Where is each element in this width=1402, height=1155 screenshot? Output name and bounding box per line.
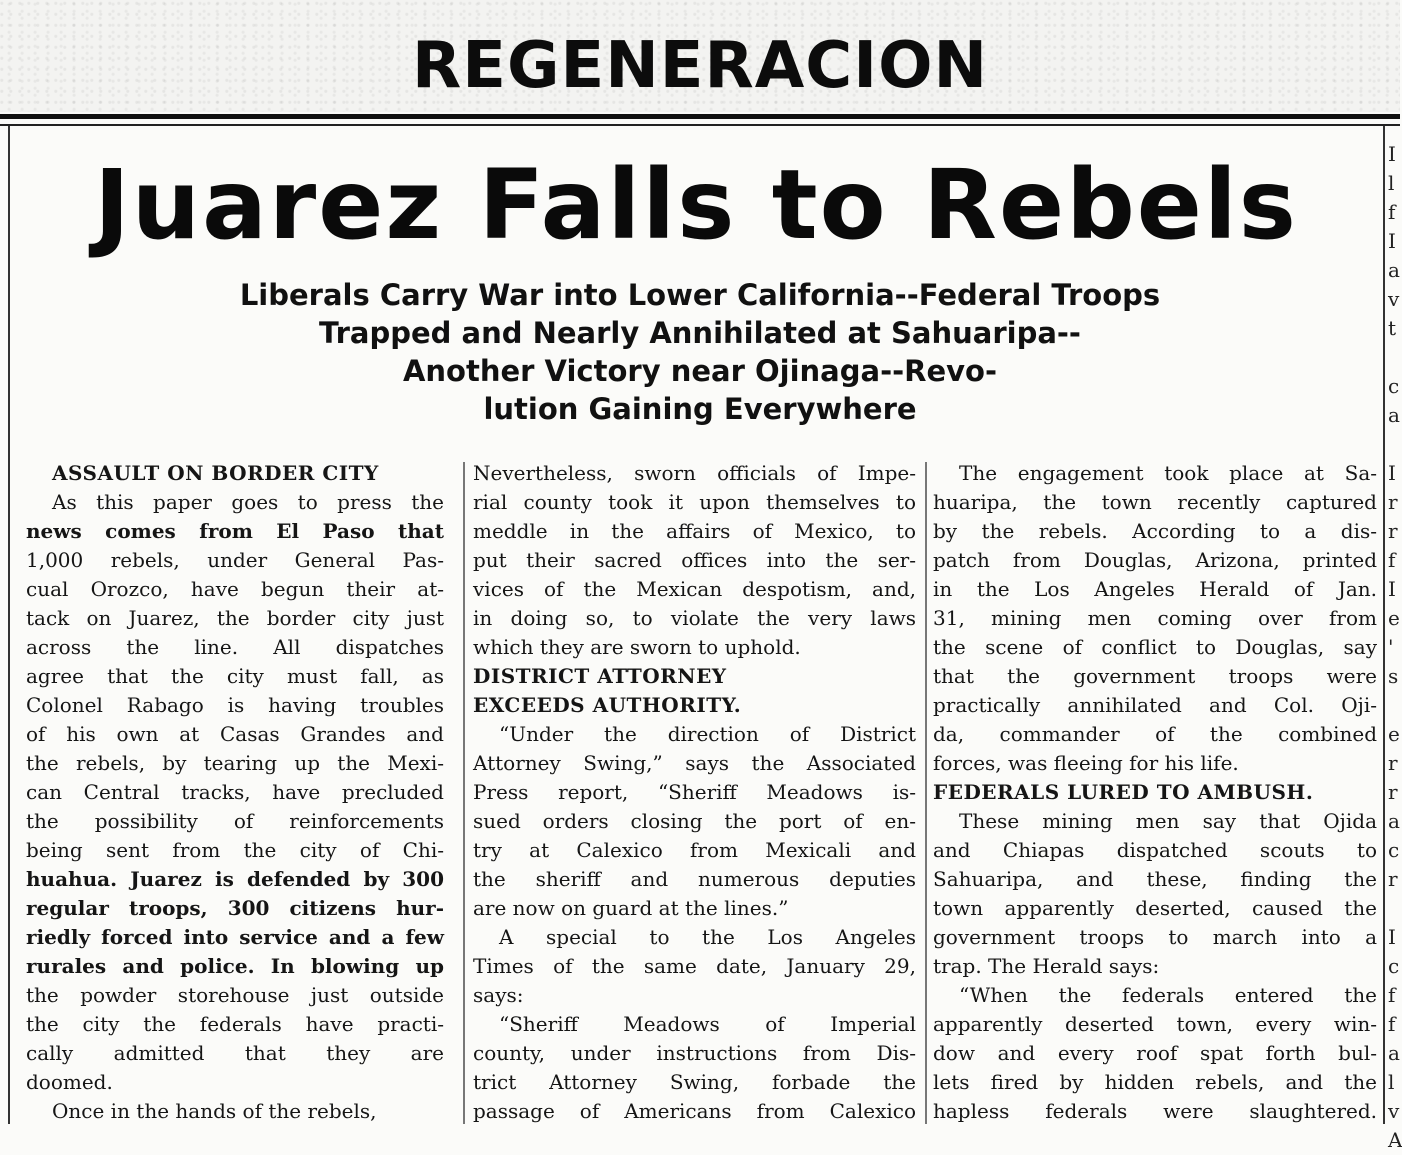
article-column-1 <box>26 459 444 1124</box>
article-line: Once in the hands of the rebels, <box>52 1099 377 1123</box>
edge-letter: r <box>1388 867 1398 891</box>
article-line: EXCEEDS AUTHORITY. <box>473 693 742 717</box>
article-line: Sahuaripa, and these, finding the <box>933 867 1377 891</box>
article-line: ASSAULT ON BORDER CITY <box>52 461 379 485</box>
edge-letter: I <box>1388 229 1396 253</box>
edge-letter: v <box>1388 287 1400 311</box>
article-line: in the Los Angeles Herald of Jan. <box>933 577 1377 601</box>
article-column-2 <box>473 459 916 1124</box>
article-line: “When the federals entered the <box>959 983 1377 1007</box>
adjacent-column-edge <box>1388 140 1402 1152</box>
article-line: Colonel Rabago is having troubles <box>26 693 444 717</box>
edge-letter <box>1388 691 1400 720</box>
article-line: da, commander of the combined <box>933 722 1377 746</box>
article-line: cally admitted that they are <box>26 1041 444 1065</box>
article-line: says: <box>473 983 524 1007</box>
article-line: news comes from El Paso that <box>26 519 444 543</box>
edge-letter: v <box>1388 1099 1400 1123</box>
article-line: 1,000 rebels, under General Pas- <box>26 548 444 572</box>
article-line: can Central tracks, have precluded <box>26 780 444 804</box>
article-line: are now on guard at the lines.” <box>473 896 789 920</box>
article-line: practically annihilated and Col. Oji- <box>933 693 1377 717</box>
edge-letter <box>1388 430 1400 459</box>
edge-letter: c <box>1388 374 1400 398</box>
edge-letter: f <box>1388 548 1396 572</box>
edge-letter: I <box>1388 577 1396 601</box>
edge-letter: r <box>1388 490 1398 514</box>
frame-right-border <box>1383 126 1385 1124</box>
edge-letter: e <box>1388 606 1400 630</box>
article-line: Times of the same date, January 29, <box>473 954 916 978</box>
edge-letter: c <box>1388 838 1400 862</box>
article-line: forces, was fleeing for his life. <box>933 751 1239 775</box>
masthead-title: REGENERACION <box>411 29 989 103</box>
article-line: vices of the Mexican despotism, and, <box>473 577 916 601</box>
headline: Juarez Falls to Rebels <box>94 149 1298 261</box>
edge-letter: s <box>1388 664 1399 688</box>
edge-letter: I <box>1388 142 1396 166</box>
article-line: A special to the Los Angeles <box>499 925 916 949</box>
subdeck-line: Trapped and Nearly Annihilated at Sahuaripa-- <box>319 316 1081 350</box>
article-line: apparently deserted town, every win- <box>933 1012 1377 1036</box>
edge-letter: ' <box>1388 635 1394 659</box>
edge-letter: a <box>1388 403 1400 427</box>
article-line: and Chiapas dispatched scouts to <box>933 838 1377 862</box>
article-line: DISTRICT ATTORNEY <box>473 664 727 688</box>
edge-letter: e <box>1388 722 1400 746</box>
article-line: rial county took it upon themselves to <box>473 490 916 514</box>
article-line: hapless federals were slaughtered. <box>933 1099 1377 1123</box>
article-line: across the line. All dispatches <box>26 635 444 659</box>
edge-letter: A <box>1388 1128 1402 1152</box>
edge-letter: a <box>1388 809 1400 833</box>
edge-letter: I <box>1388 925 1396 949</box>
article-line: FEDERALS LURED TO AMBUSH. <box>933 780 1314 804</box>
article-line: patch from Douglas, Arizona, printed <box>933 548 1377 572</box>
edge-letter: r <box>1388 519 1398 543</box>
frame-left-border <box>8 126 10 1124</box>
article-line: try at Calexico from Mexicali and <box>473 838 916 862</box>
column-divider <box>925 462 927 1124</box>
subdeck-line: Another Victory near Ojinaga--Revo- <box>402 354 998 388</box>
article-line: the scene of conflict to Douglas, say <box>933 635 1377 659</box>
article-line: government troops to march into a <box>933 925 1377 949</box>
article-line: “Sheriff Meadows of Imperial <box>499 1012 916 1036</box>
article-line: put their sacred offices into the ser- <box>473 548 916 572</box>
edge-letter: l <box>1388 171 1395 195</box>
article-line: tack on Juarez, the border city just <box>26 606 444 630</box>
article-line: “Under the direction of District <box>499 722 916 746</box>
edge-letter: f <box>1388 200 1396 224</box>
article-line: lets fired by hidden rebels, and the <box>933 1070 1377 1094</box>
article-line: huaripa, the town recently captured <box>933 490 1377 514</box>
edge-letter: l <box>1388 1070 1395 1094</box>
subdeck-line: lution Gaining Everywhere <box>483 392 917 426</box>
article-line: dow and every roof spat forth bul- <box>933 1041 1377 1065</box>
article-line: passage of Americans from Calexico <box>473 1099 916 1123</box>
article-line: the possibility of reinforcements <box>26 809 444 833</box>
edge-letter: t <box>1388 316 1397 340</box>
article-line: trap. The Herald says: <box>933 954 1160 978</box>
article-line: meddle in the affairs of Mexico, to <box>473 519 916 543</box>
article-line: Nevertheless, sworn officials of Impe- <box>473 461 916 485</box>
article-line: regular troops, 300 citizens hur- <box>26 896 444 920</box>
article-line: doomed. <box>26 1070 113 1094</box>
edge-letter: I <box>1388 461 1396 485</box>
article-line: The engagement took place at Sa- <box>959 461 1377 485</box>
article-line: that the government troops were <box>933 664 1377 688</box>
article-line: the rebels, by tearing up the Mexi- <box>26 751 444 775</box>
column-divider <box>463 462 465 1124</box>
article-line: the sheriff and numerous deputies <box>473 867 916 891</box>
edge-letter: r <box>1388 780 1398 804</box>
article-line: county, under instructions from Dis- <box>473 1041 916 1065</box>
article-line: rurales and police. In blowing up <box>26 954 444 978</box>
article-line: of his own at Casas Grandes and <box>26 722 444 746</box>
edge-letter: f <box>1388 1012 1396 1036</box>
article-line: These mining men say that Ojida <box>959 809 1377 833</box>
article-line: being sent from the city of Chi- <box>26 838 444 862</box>
article-line: the city the federals have practi- <box>26 1012 444 1036</box>
article-line: 31, mining men coming over from <box>933 606 1377 630</box>
article-column-3 <box>933 459 1377 1124</box>
edge-letter: r <box>1388 751 1398 775</box>
subdeck-line: Liberals Carry War into Lower California--Federal Troops <box>239 278 1161 312</box>
article-line: riedly forced into service and a few <box>26 925 444 949</box>
edge-letter: a <box>1388 258 1400 282</box>
edge-letter: f <box>1388 983 1396 1007</box>
article-line: which they are sworn to uphold. <box>473 635 801 659</box>
article-line: the powder storehouse just outside <box>26 983 444 1007</box>
masthead <box>0 0 1400 112</box>
edge-letter <box>1388 343 1400 372</box>
article-line: agree that the city must fall, as <box>26 664 444 688</box>
article-line: trict Attorney Swing, forbade the <box>473 1070 916 1094</box>
article-line: huahua. Juarez is defended by 300 <box>26 867 444 891</box>
article-line: Press report, “Sheriff Meadows is- <box>473 780 916 804</box>
edge-letter <box>1388 894 1400 923</box>
article-line: in doing so, to violate the very laws <box>473 606 916 630</box>
article-line: town apparently deserted, caused the <box>933 896 1377 920</box>
masthead-rule <box>0 114 1400 119</box>
edge-letter: a <box>1388 1041 1400 1065</box>
article-line: Attorney Swing,” says the Associated <box>473 751 916 775</box>
article-line: cual Orozco, have begun their at- <box>26 577 444 601</box>
masthead-rule-thin <box>0 124 1400 126</box>
article-line: sued orders closing the port of en- <box>473 809 916 833</box>
subheadline-deck <box>120 276 1280 428</box>
edge-letter: c <box>1388 954 1400 978</box>
article-line: As this paper goes to press the <box>52 490 444 514</box>
article-line: by the rebels. According to a dis- <box>933 519 1377 543</box>
